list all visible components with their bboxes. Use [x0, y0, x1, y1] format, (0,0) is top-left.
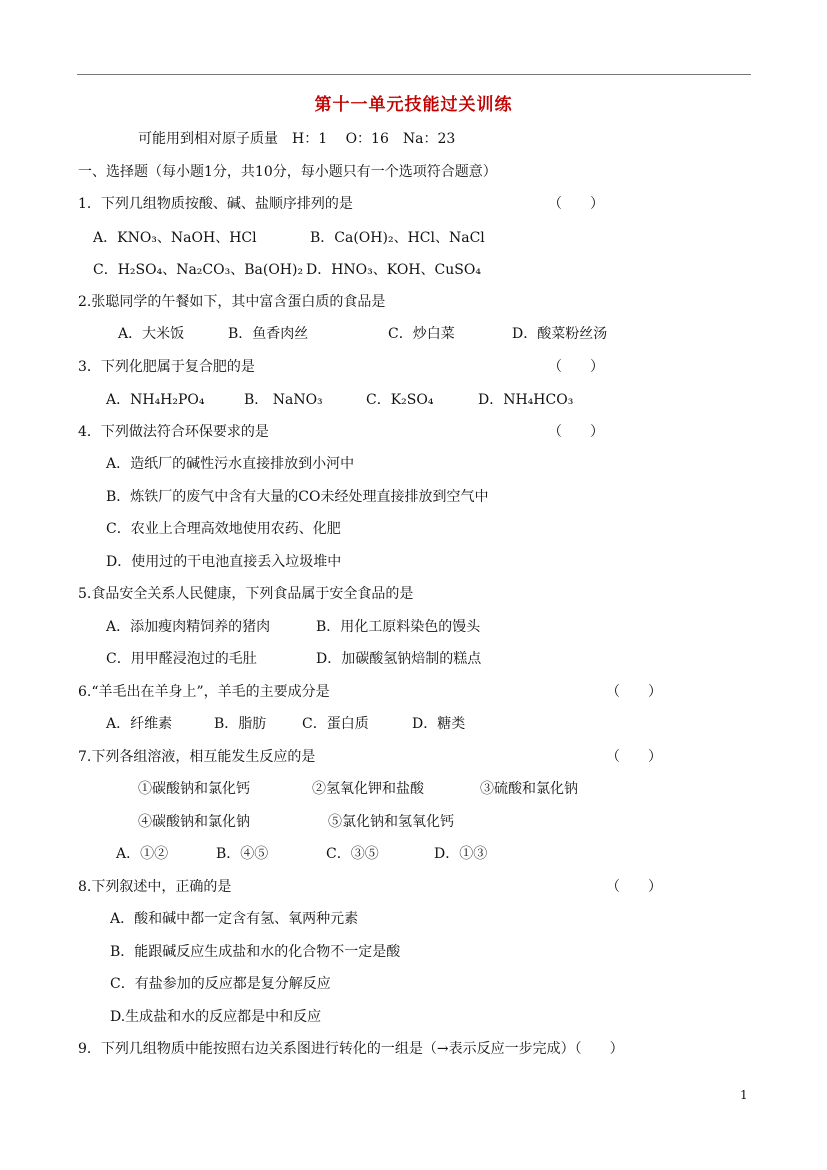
q7-item-5: ⑤氯化钠和氢氧化钙	[328, 814, 454, 830]
answer-blank-4[interactable]: （ ）	[548, 424, 604, 440]
page-title: 第十一单元技能过关训练	[314, 95, 513, 115]
q7-item-2: ②氢氧化钾和盐酸	[312, 781, 424, 797]
question-6-stem: 6.“羊毛出在羊身上”，羊毛的主要成分是	[78, 684, 330, 700]
q2-option-a[interactable]: A．大米饭	[118, 326, 185, 342]
q3-option-b[interactable]: B． NaNO₃	[244, 392, 323, 408]
q5-option-c[interactable]: C．用甲醛浸泡过的毛肚	[106, 651, 257, 667]
answer-blank-6[interactable]: （ ）	[606, 684, 662, 700]
q1-option-b[interactable]: B．Ca(OH)₂、HCl、NaCl	[310, 230, 485, 246]
page-number: 1	[740, 1088, 748, 1102]
q3-option-d[interactable]: D．NH₄HCO₃	[478, 392, 574, 408]
q1-option-c[interactable]: C．H₂SO₄、Na₂CO₃、Ba(OH)₂	[93, 262, 304, 278]
question-5-stem: 5.食品安全关系人民健康，下列食品属于安全食品的是	[78, 586, 414, 602]
section-heading: 一、选择题（每小题1分，共10分，每小题只有一个选项符合题意）	[78, 164, 497, 180]
q4-option-d[interactable]: D．使用过的干电池直接丢入垃圾堆中	[106, 554, 342, 570]
q7-item-1: ①碳酸钠和氯化钙	[138, 781, 250, 797]
q7-option-b[interactable]: B．④⑤	[216, 846, 269, 862]
q2-option-d[interactable]: D．酸菜粉丝汤	[512, 326, 608, 342]
question-1-stem: 1．下列几组物质按酸、碱、盐顺序排列的是	[78, 196, 353, 212]
question-4-stem: 4．下列做法符合环保要求的是	[78, 424, 269, 440]
q3-option-a[interactable]: A．NH₄H₂PO₄	[106, 392, 205, 408]
q4-option-b[interactable]: B．炼铁厂的废气中含有大量的CO未经处理直接排放到空气中	[106, 489, 489, 505]
q7-item-3: ③硫酸和氯化钠	[480, 781, 578, 797]
question-8-stem: 8.下列叙述中，正确的是	[78, 879, 232, 895]
q5-option-a[interactable]: A．添加瘦肉精饲养的猪肉	[106, 619, 271, 635]
question-7-stem: 7.下列各组溶液，相互能发生反应的是	[78, 749, 316, 765]
q8-option-b[interactable]: B．能跟碱反应生成盐和水的化合物不一定是酸	[110, 944, 401, 960]
header-rule	[77, 74, 751, 75]
q4-option-c[interactable]: C．农业上合理高效地使用农药、化肥	[106, 521, 341, 537]
q7-item-4: ④碳酸钠和氯化钠	[138, 814, 250, 830]
q6-option-d[interactable]: D．糖类	[412, 716, 466, 732]
q3-option-c[interactable]: C．K₂SO₄	[366, 392, 434, 408]
q1-option-d[interactable]: D．HNO₃、KOH、CuSO₄	[306, 262, 481, 278]
q4-option-a[interactable]: A．造纸厂的碱性污水直接排放到小河中	[106, 456, 355, 472]
q7-option-a[interactable]: A．①②	[116, 846, 169, 862]
q1-option-a[interactable]: A．KNO₃、NaOH、HCl	[93, 230, 257, 246]
q7-option-c[interactable]: C．③⑤	[326, 846, 379, 862]
q8-option-d[interactable]: D.生成盐和水的反应都是中和反应	[110, 1009, 322, 1025]
question-2-stem: 2.张聪同学的午餐如下，其中富含蛋白质的食品是	[78, 294, 386, 310]
q6-option-b[interactable]: B．脂肪	[214, 716, 267, 732]
answer-blank-1[interactable]: （ ）	[548, 196, 604, 212]
question-9-stem: 9．下列几组物质中能按照右边关系图进行转化的一组是（→表示反应一步完成）（ ）	[78, 1041, 624, 1057]
q6-option-a[interactable]: A．纤维素	[106, 716, 173, 732]
q5-option-d[interactable]: D．加碳酸氢钠焙制的糕点	[316, 651, 482, 667]
q8-option-a[interactable]: A．酸和碱中都一定含有氢、氧两种元素	[110, 911, 359, 927]
q8-option-c[interactable]: C．有盐参加的反应都是复分解反应	[110, 976, 331, 992]
q2-option-c[interactable]: C．炒白菜	[388, 326, 455, 342]
answer-blank-7[interactable]: （ ）	[606, 749, 662, 765]
answer-blank-3[interactable]: （ ）	[548, 359, 604, 375]
atomic-mass-line: 可能用到相对原子质量 H：1 O：16 Na：23	[138, 131, 456, 147]
answer-blank-8[interactable]: （ ）	[606, 879, 662, 895]
q2-option-b[interactable]: B．鱼香肉丝	[228, 326, 309, 342]
question-3-stem: 3．下列化肥属于复合肥的是	[78, 359, 255, 375]
q7-option-d[interactable]: D．①③	[434, 846, 488, 862]
q5-option-b[interactable]: B．用化工原料染色的馒头	[316, 619, 481, 635]
q6-option-c[interactable]: C．蛋白质	[302, 716, 369, 732]
